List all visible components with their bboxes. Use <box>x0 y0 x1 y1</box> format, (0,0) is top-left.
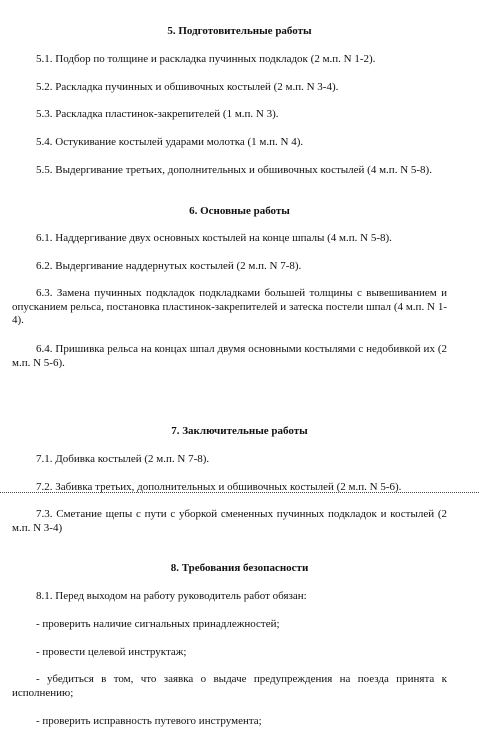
item-7-2: 7.2. Забивка третьих, дополнительных и обшивочных костылей (2 м.п. N 5-6). <box>36 481 402 493</box>
section-5-title: 5. Подготовительные работы <box>167 25 312 37</box>
item-6-3: 6.3. Замена пучинных подкладок подкладками большей толщины с вывешиванием и опусканием рельса, постановка пластинок-закрепителей и затеска постели шпал (4 м.п. N 1-4). <box>12 287 447 326</box>
item-8-tools: - проверить исправность путевого инструмента; <box>36 715 262 727</box>
item-6-4: 6.4. Пришивка рельса на концах шпал двумя основными костылями с недобивкой их (2 м.п. N 5-6). <box>12 343 447 369</box>
item-8-briefing: - провести целевой инструктаж; <box>36 646 187 658</box>
item-5-4: 5.4. Остукивание костылей ударами молотка (1 м.п. N 4). <box>36 136 304 148</box>
item-8-signals: - проверить наличие сигнальных принадлежностей; <box>36 618 280 630</box>
item-8-warning: - убедиться в том, что заявка о выдаче предупреждения на поезда принята к исполнению; <box>12 673 447 699</box>
section-8-title: 8. Требования безопасности <box>170 562 309 574</box>
item-6-2: 6.2. Выдергивание наддернутых костылей (2 м.п. N 7-8). <box>36 260 302 272</box>
item-5-2: 5.2. Раскладка пучинных и обшивочных костылей (2 м.п. N 3-4). <box>36 81 339 93</box>
item-7-3: 7.3. Сметание щепы с пути с уборкой смененных пучинных подкладок и костылей (2 м.п. N 3-4) <box>12 508 447 534</box>
item-7-1: 7.1. Добивка костылей (2 м.п. N 7-8). <box>36 453 210 465</box>
item-6-1: 6.1. Наддергивание двух основных костылей на конце шпалы (4 м.п. N 5-8). <box>36 232 392 244</box>
page-break-divider <box>0 492 479 493</box>
section-7-title: 7. Заключительные работы <box>171 425 308 437</box>
item-8-1: 8.1. Перед выходом на работу руководитель работ обязан: <box>36 590 307 602</box>
item-5-3: 5.3. Раскладка пластинок-закрепителей (1 м.п. N 3). <box>36 108 279 120</box>
item-5-5: 5.5. Выдергивание третьих, дополнительных и обшивочных костылей (4 м.п. N 5-8). <box>36 164 432 176</box>
item-5-1: 5.1. Подбор по толщине и раскладка пучинных подкладок (2 м.п. N 1-2). <box>36 53 376 65</box>
section-6-title: 6. Основные работы <box>189 205 290 217</box>
